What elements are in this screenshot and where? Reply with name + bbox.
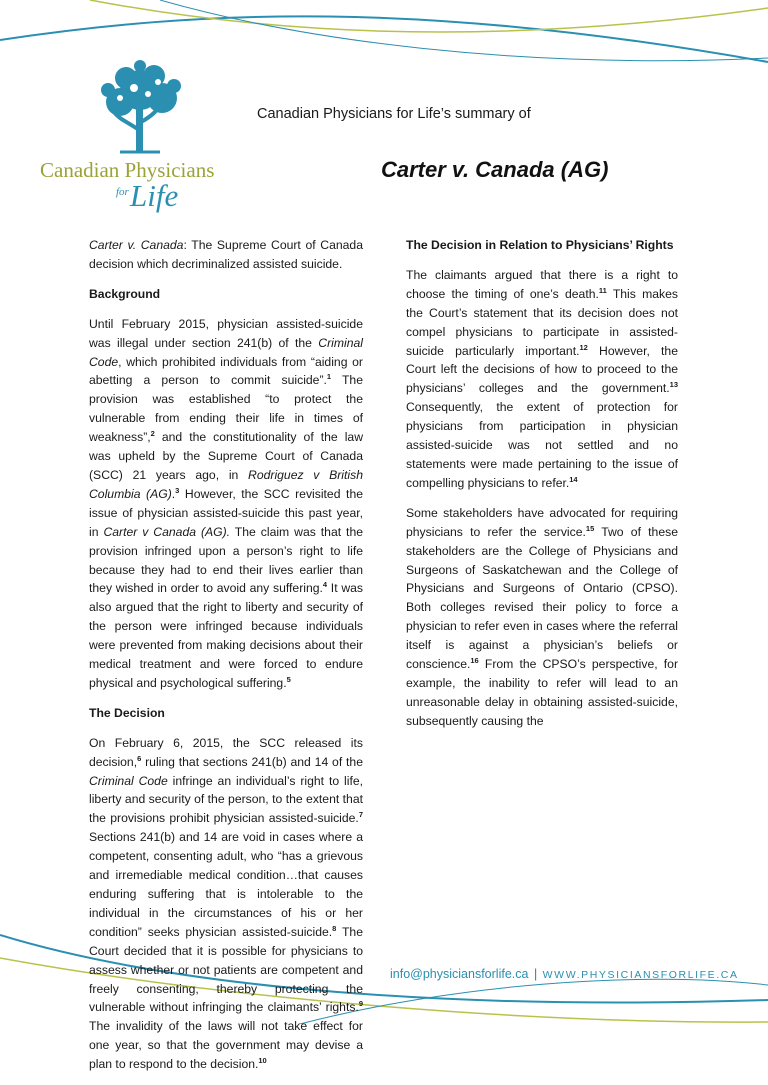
text-run: On February 6, 2015, the SCC released its decision,	[89, 735, 363, 769]
rights-paragraph	[406, 266, 678, 493]
section-heading-decision: The Decision	[89, 705, 165, 720]
bottom-swoosh-blue-thin	[300, 979, 768, 1024]
footnote-ref: 7	[358, 810, 363, 820]
footer-contact	[390, 967, 739, 981]
organization-logo	[40, 60, 240, 220]
footnote-ref: 2	[150, 429, 155, 439]
footnote-ref: 8	[332, 923, 337, 933]
text-run: This makes the Court’s statement that its decision does not compel physicians to participate in assisted-suicide particularly important.	[406, 286, 678, 358]
text-run: The invalidity of the laws will not take effect for one year, so that the government may devise a plan to respond to the decision.	[89, 1019, 363, 1072]
text-run: The Court decided that it is possible for physicians to assess whether or not patients are competent and freely consenting, thereby protecting the vulnerable without infringing the claimants’ rights.	[89, 924, 363, 1015]
footnote-ref: 10	[258, 1056, 267, 1066]
text-run-italic: Rodriguez v British Columbia (AG)	[89, 467, 363, 501]
text-run: The claimants argued that there is a right to choose the timing of one’s death.	[406, 267, 678, 301]
footnote-ref: 3	[175, 485, 180, 495]
text-run-italic: Criminal Code	[89, 335, 363, 369]
footer-email-link[interactable]: info@physiciansforlife.ca	[390, 967, 529, 981]
text-run: However, the Court left the decisions of how to proceed to the physicians’ colleges and the government.	[406, 343, 678, 396]
footnote-ref: 6	[137, 753, 142, 763]
footer-website-link[interactable]: WWW.PHYSICIANSFORLIFE.CA	[542, 969, 739, 981]
text-run: The provision was established “to protect the vulnerable from ending their life in times of weakness”,	[89, 373, 363, 445]
footnote-ref: 9	[358, 999, 363, 1009]
text-run: .	[171, 486, 176, 501]
logo-text-line1: Canadian Physicians	[40, 158, 215, 182]
decision-paragraph	[89, 734, 363, 1074]
logo-text-life: Life	[130, 178, 179, 213]
footnote-ref: 14	[569, 474, 578, 484]
footnote-ref: 11	[598, 285, 607, 295]
text-run: ruling that sections 241(b) and 14 of the	[141, 754, 363, 769]
text-run-italic: Carter v Canada (AG).	[103, 524, 231, 539]
logo-text-for: for	[116, 186, 129, 198]
text-run: However, the SCC revisited the issue of physician assisted-suicide this past year, in	[89, 486, 363, 539]
section-heading-physicians-rights: The Decision in Relation to Physicians’ Rights	[406, 238, 674, 252]
top-swoosh-blue-thin	[160, 0, 768, 61]
footnote-ref: 12	[579, 342, 588, 352]
text-run: It was also argued that the right to liberty and security of the person were infringed because individuals were prevented from making decisions about their medical treatment and were forced to endure physical and psychological suffering.	[89, 581, 363, 690]
page-title: Carter v. Canada (AG)	[381, 157, 609, 182]
text-run: Some stakeholders have advocated for requiring physicians to refer the service.	[406, 505, 678, 539]
text-run: Two of these stakeholders are the College of Physicians and Surgeons of Saskatchewan and the College of Physicians and Surgeons of Ontario (CPSO). Both colleges revised their policy to force a physician to refer even in cases where the referral itself is against a physician’s beliefs or conscience.	[406, 524, 678, 672]
text-run: The claim was that the provision infringed upon a person’s right to life because they had to end their lives earlier than they wished in order to avoid any suffering.	[89, 524, 364, 596]
footnote-ref: 5	[286, 674, 291, 684]
text-run: , which prohibited individuals from “aiding or abetting a person to commit suicide”.	[89, 354, 363, 388]
footnote-ref: 4	[322, 580, 328, 590]
footer-separator: |	[533, 967, 538, 981]
background-paragraph	[89, 315, 363, 693]
top-swoosh-green	[90, 0, 768, 32]
stakeholders-paragraph	[406, 504, 678, 731]
text-run: Sections 241(b) and 14 are void in cases where a competent, consenting adult, who “has a grievous and irremediable medical condition…that causes enduring suffering that is intolerable to the individual in the circumstances of his or her condition” seeks physician assisted-suicide.	[89, 830, 363, 939]
tree-icon	[90, 60, 190, 160]
footnote-ref: 15	[585, 523, 595, 533]
top-swoosh-blue	[0, 16, 768, 62]
right-column	[406, 236, 678, 742]
intro-text: : The Supreme Court of Canada decision which decriminalized assisted suicide.	[89, 238, 363, 271]
intro-case-name: Carter v. Canada	[89, 238, 184, 252]
footnote-ref: 13	[669, 380, 678, 390]
text-run: Consequently, the extent of protection for physicians from participation in physician assisted-suicide was not settled and no statements were made pertaining to the issue of compelling physicians to refer.	[406, 400, 678, 490]
left-column	[89, 236, 363, 1085]
section-heading-background: Background	[89, 286, 161, 301]
footnote-ref: 16	[470, 656, 479, 666]
text-run: Until February 2015, physician assisted-suicide was illegal under section 241(b) of the	[89, 316, 363, 350]
text-run: and the constitutionality of the law was upheld by the Supreme Court of Canada (SCC) 21 years ago, in	[89, 430, 363, 482]
summary-label: Canadian Physicians for Life’s summary of	[257, 106, 531, 122]
text-run: From the CPSO’s perspective, for example, the inability to refer will lead to an unreasonable delay in obtaining assisted-suicide, subsequently causing the	[406, 657, 678, 728]
text-run-italic: Criminal Code	[89, 773, 168, 788]
text-run: infringe an individual’s right to life, liberty and security of the person, to the extent that the provisions prohibit physician assisted-suicide.	[89, 773, 363, 826]
intro-paragraph	[89, 236, 363, 274]
footnote-ref: 1	[326, 372, 332, 382]
